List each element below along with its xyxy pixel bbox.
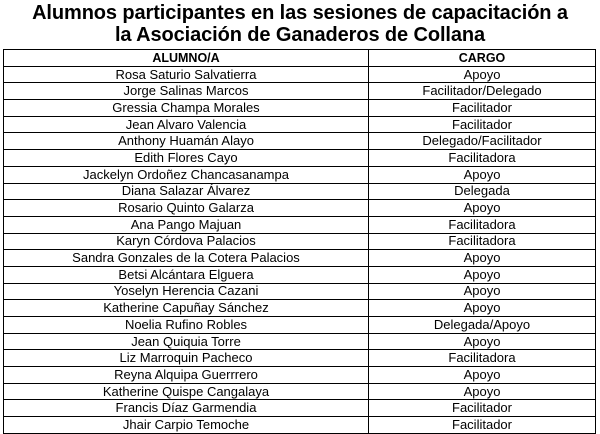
table-row [4, 383, 596, 400]
table-row [4, 400, 596, 417]
document-title [0, 2, 600, 46]
role-cell: Facilitador [369, 116, 596, 133]
table-row [4, 150, 596, 167]
student-name-cell: Jhair Carpio Temoche [4, 417, 369, 434]
role-cell: Apoyo [369, 66, 596, 83]
student-name-cell: Rosa Saturio Salvatierra [4, 66, 369, 83]
table-row [4, 216, 596, 233]
role-cell: Facilitadora [369, 150, 596, 167]
student-name-cell: Ana Pango Majuan [4, 216, 369, 233]
table-row [4, 300, 596, 317]
role-cell: Facilitador [369, 417, 596, 434]
column-header-cargo: CARGO [369, 50, 596, 67]
table-row [4, 133, 596, 150]
student-name-cell: Jorge Salinas Marcos [4, 83, 369, 100]
table-row [4, 83, 596, 100]
student-name-cell: Sandra Gonzales de la Cotera Palacios [4, 250, 369, 267]
student-name-cell: Jean Alvaro Valencia [4, 116, 369, 133]
table-row [4, 283, 596, 300]
student-name-cell: Francis Díaz Garmendia [4, 400, 369, 417]
role-cell: Apoyo [369, 283, 596, 300]
role-cell: Apoyo [369, 266, 596, 283]
role-cell: Facilitadora [369, 216, 596, 233]
table-row [4, 166, 596, 183]
table-row [4, 233, 596, 250]
title-line-2: la Asociación de Ganaderos de Collana [114, 24, 486, 46]
table-row [4, 100, 596, 117]
student-name-cell: Liz Marroquin Pacheco [4, 350, 369, 367]
table-row [4, 333, 596, 350]
participants-table [3, 49, 596, 434]
student-name-cell: Rosario Quinto Galarza [4, 200, 369, 217]
student-name-cell: Betsi Alcántara Elguera [4, 266, 369, 283]
role-cell: Apoyo [369, 383, 596, 400]
title-line-1: Alumnos participantes en las sesiones de capacitación a [32, 2, 568, 24]
student-name-cell: Edith Flores Cayo [4, 150, 369, 167]
table-row [4, 183, 596, 200]
table-row [4, 66, 596, 83]
role-cell: Delegada/Apoyo [369, 317, 596, 334]
student-name-cell: Katherine Quispe Cangalaya [4, 383, 369, 400]
table-row [4, 317, 596, 334]
student-name-cell: Yoselyn Herencia Cazani [4, 283, 369, 300]
role-cell: Facilitadora [369, 350, 596, 367]
role-cell: Apoyo [369, 166, 596, 183]
column-header-alumno: ALUMNO/A [4, 50, 369, 67]
role-cell: Apoyo [369, 200, 596, 217]
student-name-cell: Jean Quiquia Torre [4, 333, 369, 350]
role-cell: Facilitador [369, 100, 596, 117]
role-cell: Apoyo [369, 250, 596, 267]
role-cell: Facilitador/Delegado [369, 83, 596, 100]
student-name-cell: Diana Salazar Álvarez [4, 183, 369, 200]
role-cell: Apoyo [369, 367, 596, 384]
table-row [4, 417, 596, 434]
table-row [4, 250, 596, 267]
table-row [4, 367, 596, 384]
table-body [4, 66, 596, 433]
table-header [4, 50, 596, 67]
table-row [4, 200, 596, 217]
student-name-cell: Anthony Huamán Alayo [4, 133, 369, 150]
student-name-cell: Jackelyn Ordoñez Chancasanampa [4, 166, 369, 183]
role-cell: Facilitador [369, 400, 596, 417]
role-cell: Delegada [369, 183, 596, 200]
role-cell: Apoyo [369, 300, 596, 317]
role-cell: Apoyo [369, 333, 596, 350]
table-row [4, 350, 596, 367]
role-cell: Delegado/Facilitador [369, 133, 596, 150]
table-row [4, 116, 596, 133]
student-name-cell: Katherine Capuñay Sánchez [4, 300, 369, 317]
student-name-cell: Noelia Rufino Robles [4, 317, 369, 334]
student-name-cell: Karyn Córdova Palacios [4, 233, 369, 250]
table-row [4, 266, 596, 283]
student-name-cell: Gressia Champa Morales [4, 100, 369, 117]
header-row [4, 50, 596, 67]
student-name-cell: Reyna Alquipa Guerrrero [4, 367, 369, 384]
role-cell: Facilitadora [369, 233, 596, 250]
